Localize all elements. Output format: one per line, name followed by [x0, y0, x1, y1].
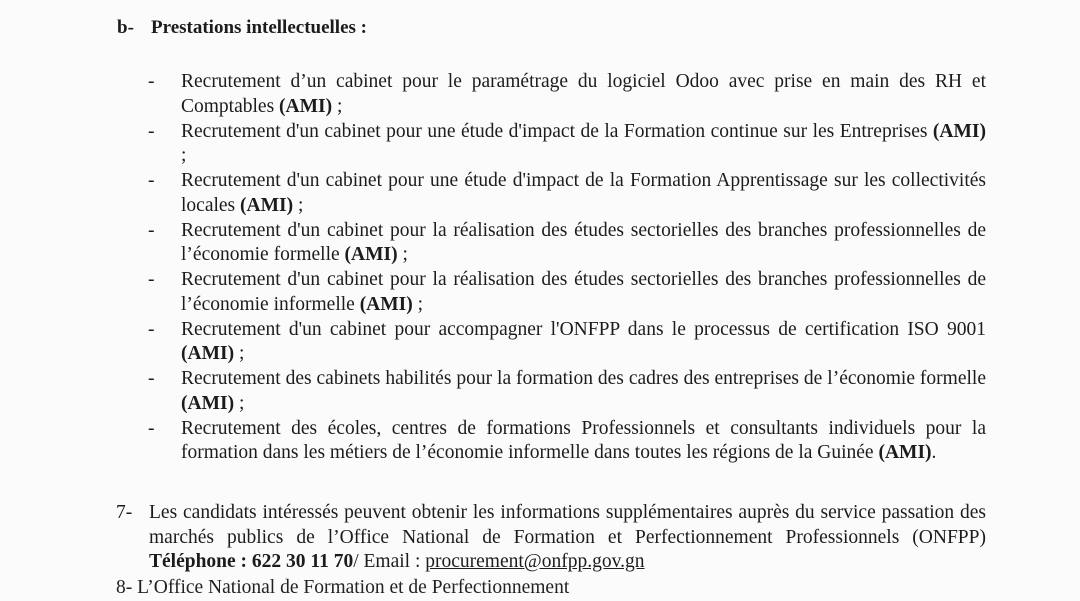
item-text: Recrutement d'un cabinet pour une étude d'impact de la Formation continue sur les Entreprises: [181, 120, 933, 142]
section-title: Prestations intellectuelles :: [151, 17, 367, 38]
list-item: [148, 219, 986, 268]
ami-tag: (AMI): [878, 442, 932, 463]
item-text: Recrutement d'un cabinet pour la réalisation des études sectorielles des branches professionnelles de l’économie formelle: [181, 219, 986, 265]
ami-tag: (AMI): [932, 120, 986, 142]
ami-tag: (AMI): [181, 343, 235, 364]
item-text: Recrutement d'un cabinet pour la réalisation des études sectorielles des branches professionnelles de l’économie informelle: [181, 269, 986, 315]
list-dash: -: [148, 120, 155, 142]
list-item: [148, 318, 986, 367]
ami-tag: (AMI): [359, 293, 413, 315]
paragraph-number: 7-: [116, 502, 133, 523]
list-item: [148, 169, 986, 218]
item-end: ;: [234, 392, 245, 414]
section-letter: b-: [117, 17, 134, 38]
item-end: .: [931, 442, 937, 463]
prestations-list: [148, 70, 986, 466]
item-text: Recrutement des cabinets habilités pour la formation des cadres des entreprises de l’économie formelle: [181, 368, 986, 389]
list-item: [148, 417, 986, 466]
paragraph-7: [116, 501, 986, 575]
list-dash: -: [148, 368, 155, 389]
list-item: [148, 70, 986, 119]
item-text: Recrutement des écoles, centres de formations Professionnels et consultants individuels pour la formation dans les métiers de l’économie informelle dans toutes les régions de la Guinée: [181, 417, 986, 463]
ami-tag: (AMI): [279, 95, 333, 117]
email-label: / Email :: [353, 551, 426, 572]
item-end: ;: [293, 194, 304, 216]
paragraph-8-partial: 8- L’Office National de Formation et de Perfectionnement: [116, 577, 570, 598]
list-dash: -: [148, 417, 155, 439]
list-item: [148, 367, 986, 416]
item-end: ;: [412, 293, 424, 315]
item-end: ;: [181, 145, 187, 166]
ami-tag: (AMI): [344, 244, 398, 265]
ami-tag: (AMI): [181, 392, 235, 414]
list-dash: -: [148, 170, 155, 191]
list-dash: -: [148, 71, 155, 92]
item-text: Recrutement d'un cabinet pour accompagner l'ONFPP dans le processus de certification ISO 9001: [181, 318, 986, 340]
list-dash: -: [148, 269, 155, 290]
paragraph-text: Les candidats intéressés peuvent obtenir les informations supplémentaires auprès du service passation des marchés publics de l’Office National de Formation et Perfectionnement Professionnels (ONFPP): [149, 502, 986, 548]
section-heading: [117, 17, 367, 39]
ami-tag: (AMI): [240, 194, 294, 216]
list-item: [148, 268, 986, 317]
item-end: ;: [332, 95, 343, 117]
item-end: ;: [234, 343, 245, 364]
list-dash: -: [148, 219, 155, 241]
email-link[interactable]: procurement@onfpp.gov.gn: [425, 551, 645, 572]
item-text: Recrutement d'un cabinet pour une étude d'impact de la Formation Apprentissage sur les collectivités locales: [181, 170, 986, 216]
phone-label: Téléphone : 622 30 11 70: [149, 551, 354, 572]
list-item: [148, 120, 986, 169]
item-text: Recrutement d’un cabinet pour le paramétrage du logiciel Odoo avec prise en main des RH et Comptables: [181, 71, 986, 117]
item-end: ;: [397, 244, 408, 265]
list-dash: -: [148, 318, 155, 340]
